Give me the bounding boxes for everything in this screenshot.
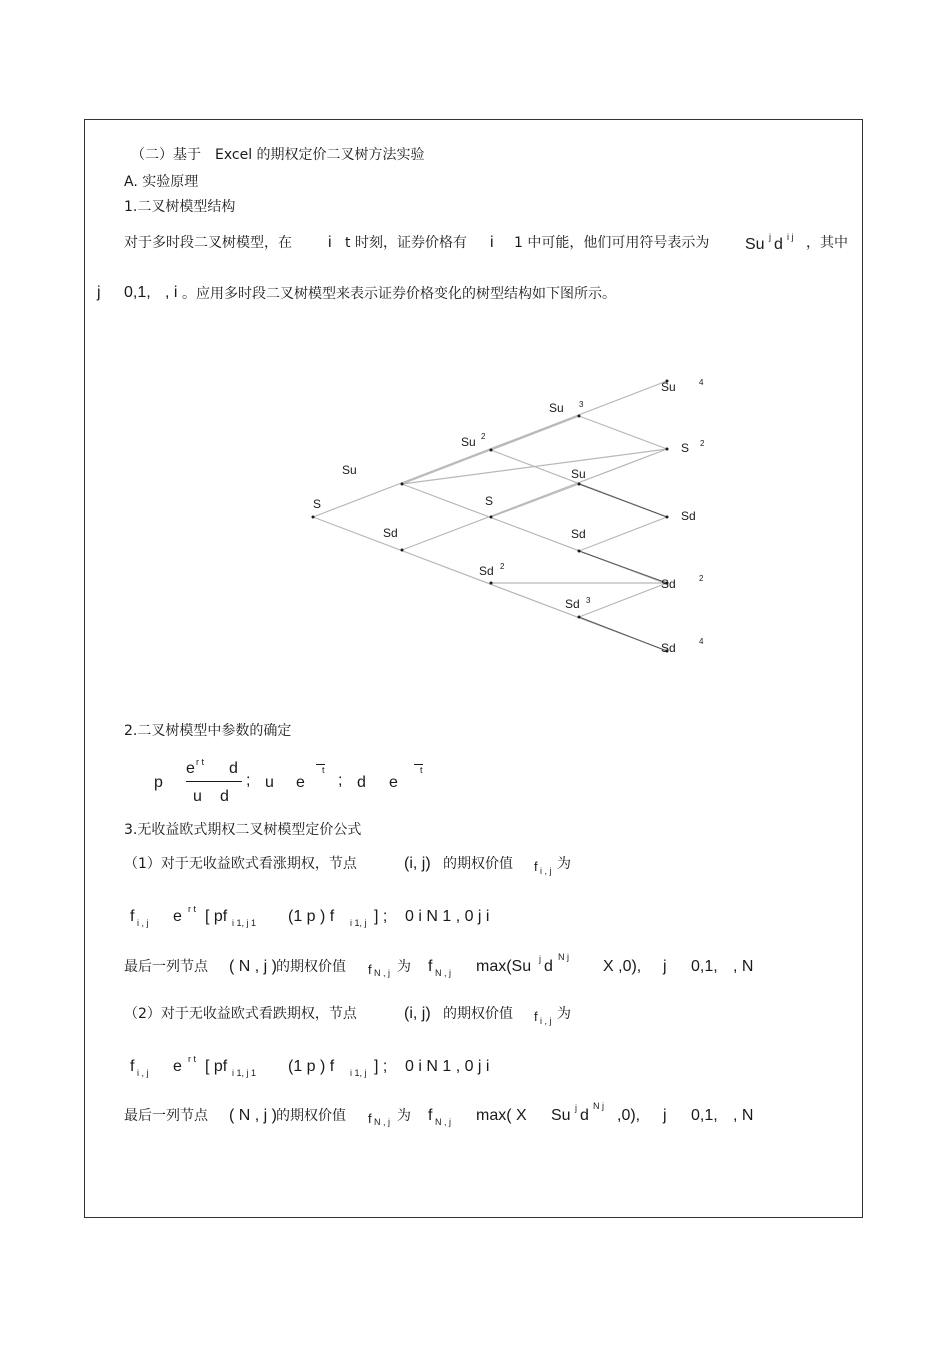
subheading-3: 3.无收益欧式期权二叉树模型定价公式 xyxy=(124,822,362,838)
node-label: Sd xyxy=(479,564,494,578)
put-formula-cond: 0 i N 1 , 0 j i xyxy=(405,1058,490,1075)
put-formula-close: ] ; xyxy=(374,1058,388,1075)
last-call-lead: 最后一列节点 xyxy=(124,959,208,975)
put-formula-e-exp: r t xyxy=(188,1054,196,1064)
formula-cond: 0 i N 1 , 0 j i xyxy=(405,908,490,925)
subheading-a: A. 实验原理 xyxy=(124,174,199,190)
node-label: Sd xyxy=(661,577,676,591)
param-semi2: ; xyxy=(338,772,343,789)
svg-text:2: 2 xyxy=(700,439,705,448)
put-formula-sub2: i 1, j xyxy=(350,1068,367,1078)
last-call-rn: , N xyxy=(733,958,754,975)
para-text-4: ，其中 xyxy=(806,235,848,251)
para-text-2: t 时刻，证券价格有 xyxy=(345,235,467,251)
svg-text:3: 3 xyxy=(579,400,584,409)
formula-e: e xyxy=(173,908,182,925)
param-e1-exp: t xyxy=(316,764,325,775)
call-wei: 为 xyxy=(557,856,571,872)
para-su-exp: j xyxy=(769,232,771,242)
para-var-j: j xyxy=(97,284,101,301)
param-den-u: u xyxy=(193,788,202,805)
param-num-e: e xyxy=(186,760,195,777)
last-put-su-j: j xyxy=(575,1103,577,1113)
formula-f: f xyxy=(130,908,135,925)
node-label: S xyxy=(681,441,690,455)
node-label: S xyxy=(485,494,494,508)
last-put-f2-sub: N , j xyxy=(435,1117,452,1127)
last-put-j: j xyxy=(663,1107,667,1124)
svg-text:2: 2 xyxy=(481,432,486,441)
put-formula-bracket: [ pf xyxy=(205,1058,228,1075)
subheading-2: 2.二叉树模型中参数的确定 xyxy=(124,723,292,739)
param-d: d xyxy=(357,774,366,791)
put-formula-mid: (1 p ) f xyxy=(288,1058,335,1075)
para-text-5: 。应用多时段二叉树模型来表示证券价格变化的树型结构如下图所示。 xyxy=(182,286,616,302)
formula-sub2: i 1, j xyxy=(350,918,367,928)
param-semi1: ; xyxy=(246,772,251,789)
formula-e-exp: r t xyxy=(188,904,196,914)
svg-text:2: 2 xyxy=(699,574,704,583)
last-call-expr-d: d xyxy=(544,958,553,975)
param-p: p xyxy=(154,774,163,791)
last-call-j: j xyxy=(663,958,667,975)
last-call-f: f xyxy=(368,962,372,977)
svg-text:4: 4 xyxy=(699,637,704,646)
para-su: Su xyxy=(745,236,765,253)
node-label: Sd xyxy=(681,509,696,523)
last-call-f2: f xyxy=(428,958,433,975)
put-node: (i, j) xyxy=(404,1005,431,1022)
call-f-sub: i , j xyxy=(540,866,552,876)
last-put-expr: max( X xyxy=(476,1107,527,1124)
tree-dark-edges xyxy=(579,484,667,651)
last-call-f2-sub: N , j xyxy=(435,968,452,978)
last-put-range: 0,1, xyxy=(691,1107,718,1124)
last-call-node: ( N , j ) xyxy=(229,958,277,975)
last-call-wei: 为 xyxy=(397,959,411,975)
put-f: f xyxy=(534,1009,538,1024)
formula-close: ] ; xyxy=(374,908,388,925)
para-var-i2: i xyxy=(490,234,494,251)
node-label: Su xyxy=(342,463,357,477)
para-text-3: 1 中可能，他们可用符号表示为 xyxy=(514,235,710,251)
last-call-expr-exp: N j xyxy=(558,952,569,962)
call-f: f xyxy=(534,859,538,874)
fraction-bar xyxy=(186,781,242,782)
last-put-su-d: d xyxy=(580,1107,589,1124)
para-d-exp: i j xyxy=(787,232,794,242)
param-num-exp: r t xyxy=(196,757,204,767)
node-label: Su xyxy=(661,380,676,394)
last-call-expr: max(Su xyxy=(476,958,532,975)
node-label: Su xyxy=(571,467,586,481)
formula-mid: (1 p ) f xyxy=(288,908,335,925)
tree-exponents xyxy=(481,378,705,646)
param-den-d: d xyxy=(220,788,229,805)
call-value-text: 的期权价值 xyxy=(443,856,513,872)
para-text: 对于多时段二叉树模型，在 xyxy=(124,235,292,251)
node-label: Su xyxy=(549,401,564,415)
para-d: d xyxy=(774,236,783,253)
put-formula-f-sub: i , j xyxy=(137,1068,149,1078)
svg-text:3: 3 xyxy=(586,596,591,605)
node-label: S xyxy=(313,497,322,511)
last-put-f2: f xyxy=(428,1107,433,1124)
param-e2: e xyxy=(389,774,398,791)
last-put-lead: 最后一列节点 xyxy=(124,1108,208,1124)
put-value-text: 的期权价值 xyxy=(443,1006,513,1022)
svg-text:4: 4 xyxy=(699,378,704,387)
subheading-1: 1.二叉树模型结构 xyxy=(124,199,236,215)
param-u: u xyxy=(265,774,274,791)
put-formula-sub1: i 1, j 1 xyxy=(232,1068,257,1078)
node-label: Sd xyxy=(565,597,580,611)
last-put-su: Su xyxy=(551,1107,571,1124)
put-wei: 为 xyxy=(557,1006,571,1022)
node-label: Sd xyxy=(383,526,398,540)
formula-bracket: [ pf xyxy=(205,908,228,925)
call-node: (i, j) xyxy=(404,855,431,872)
put-formula-f: f xyxy=(130,1058,135,1075)
put-f-sub: i , j xyxy=(540,1016,552,1026)
svg-text:2: 2 xyxy=(500,562,505,571)
last-put-value-text: 的期权价值 xyxy=(276,1108,346,1124)
last-put-tail: ,0), xyxy=(617,1107,641,1124)
node-label: Sd xyxy=(661,641,676,655)
param-num-d: d xyxy=(229,760,238,777)
last-put-node: ( N , j ) xyxy=(229,1107,277,1124)
tree-labels xyxy=(313,380,696,655)
section-title: （二）基于 Excel 的期权定价二叉树方法实验 xyxy=(131,147,425,163)
param-e2-exp: t xyxy=(414,764,423,775)
last-put-su-exp: N j xyxy=(593,1101,604,1111)
formula-sub1: i 1, j 1 xyxy=(232,918,257,928)
put-formula-e: e xyxy=(173,1058,182,1075)
last-call-value-text: 的期权价值 xyxy=(276,959,346,975)
formula-f-sub: i , j xyxy=(137,918,149,928)
tree-nodes xyxy=(312,380,669,653)
node-label: Sd xyxy=(571,527,586,541)
node-label: Su xyxy=(461,435,476,449)
last-put-f-sub: N , j xyxy=(374,1117,391,1127)
para-var-i: i xyxy=(328,234,332,251)
param-e1: e xyxy=(296,774,305,791)
para-range-i: , i xyxy=(165,284,178,301)
para-range: 0,1, xyxy=(124,284,151,301)
last-call-f-sub: N , j xyxy=(374,968,391,978)
last-put-wei: 为 xyxy=(397,1108,411,1124)
last-call-tail: X ,0), xyxy=(603,958,642,975)
put-intro: （2）对于无收益欧式看跌期权，节点 xyxy=(124,1006,357,1022)
last-call-expr-j: j xyxy=(539,954,541,964)
last-call-range: 0,1, xyxy=(691,958,718,975)
last-put-f: f xyxy=(368,1111,372,1126)
last-put-rn: , N xyxy=(733,1107,754,1124)
call-intro: （1）对于无收益欧式看涨期权，节点 xyxy=(124,856,357,872)
